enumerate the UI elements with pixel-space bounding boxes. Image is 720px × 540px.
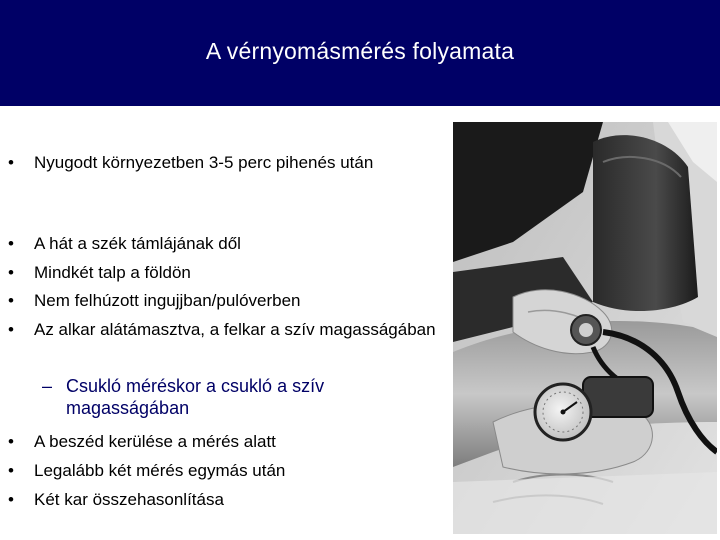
bullet-marker: • (8, 461, 14, 480)
bullet-marker: • (8, 490, 14, 509)
sub-bullet-marker: – (42, 376, 53, 396)
bullet-marker: • (8, 432, 14, 451)
bullet-marker: • (8, 234, 14, 253)
blood-pressure-photo (453, 122, 717, 534)
bullet-marker: • (8, 153, 14, 172)
bullet-marker: • (8, 320, 14, 339)
sub-bullet-text: Csukló méréskor a csukló a szív magasságában (66, 376, 325, 418)
bullet-marker: • (8, 263, 14, 282)
bullet-marker: • (8, 291, 14, 310)
bullet-text: Két kar összehasonlítása (34, 490, 224, 509)
bullet-text: Mindkét talp a földön (34, 263, 191, 282)
bullet-text: Nem felhúzott ingujjban/pulóverben (34, 291, 301, 310)
bullet-text: A hát a szék támlájának dől (34, 234, 241, 253)
blood-pressure-measurement-illustration (453, 122, 717, 534)
bullet-text: Legalább két mérés egymás után (34, 461, 286, 480)
bullet-text: Az alkar alátámasztva, a felkar a szív magasságában (34, 320, 436, 339)
bullet-text: A beszéd kerülése a mérés alatt (34, 432, 276, 451)
slide-title: A vérnyomásmérés folyamata (205, 38, 515, 64)
bullet-text: Nyugodt környezetben 3-5 perc pihenés után (34, 153, 374, 172)
